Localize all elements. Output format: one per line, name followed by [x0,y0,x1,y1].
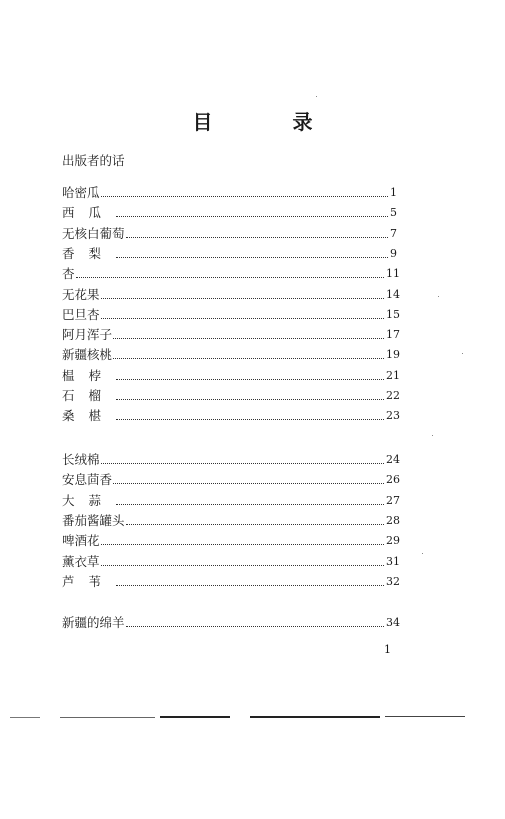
scan-edge-line [385,716,465,717]
toc-entry-title: 啤酒花 [62,533,100,549]
dot-leader [116,585,384,586]
dot-leader [126,524,384,525]
toc-entry-page: 11 [386,267,400,281]
dot-leader [116,504,384,505]
toc-entry-title: 长绒棉 [62,452,100,467]
toc-entry-page: 23 [386,409,400,423]
toc-entry-title: 阿月浑子 [62,327,113,343]
scan-edge-line [250,716,380,718]
toc-entry-page: 14 [386,287,400,301]
scan-edge-line [10,717,40,718]
toc-entry [62,529,400,549]
scan-speck [422,553,423,554]
toc-entry-title: 安息茴香 [62,472,113,488]
toc-entry-title: 哈密瓜 [62,185,100,200]
toc-entry-page: 31 [386,554,400,568]
toc-entry [62,262,400,282]
page-number: 1 [384,643,391,656]
toc-entry-page: 24 [386,453,400,466]
toc-entry-page: 22 [386,389,400,402]
toc-entry [62,468,400,488]
dot-leader [116,257,388,258]
scan-edge-line [160,716,230,718]
toc-entry-title: 新疆核桃 [62,347,113,363]
toc-entry-page: 1 [390,186,397,199]
toc-entry [62,283,400,303]
toc-entry-title: 芦苇 [62,573,116,589]
dot-leader [116,216,388,217]
scan-speck [462,353,463,354]
dot-leader [101,463,384,464]
toc-entry [62,181,400,201]
dot-leader [126,626,384,627]
scan-edge-line [60,717,155,718]
toc-entry-title: 桑椹 [62,408,116,424]
dot-leader [113,483,384,484]
page-title: 目 录 [192,110,343,134]
toc-entry-title: 无核白葡萄 [62,225,125,241]
toc-entry [62,550,400,570]
dot-leader [101,298,384,299]
toc-entry-page: 27 [386,493,400,507]
toc-entry-title: 西瓜 [62,205,116,221]
scan-speck [438,296,439,297]
toc-entry [62,448,400,468]
scan-speck [432,435,433,436]
dot-leader [101,544,384,545]
dot-leader [76,277,384,278]
scan-speck [316,96,317,97]
toc-entry-page: 5 [390,206,397,220]
toc-entry-page: 34 [386,616,400,629]
toc-entry-page: 17 [386,328,400,342]
toc-entry-title: 新疆的绵羊 [62,615,125,630]
toc-entry-page: 29 [386,534,400,548]
toc-entry-title: 榅桲 [62,367,116,383]
toc-entry-page: 19 [386,348,400,362]
dot-leader [101,318,384,319]
toc-entry-page: 7 [390,226,397,240]
toc-entry [62,509,400,529]
toc-entry [62,242,400,262]
toc-entry-title: 巴旦杏 [62,306,100,322]
dot-leader [101,565,384,566]
toc-entry [62,384,400,404]
toc-entry [62,570,400,590]
toc-entry [62,323,400,343]
toc-entry-page: 28 [386,513,400,527]
toc-entry-page: 9 [390,246,397,260]
toc-entry [62,343,400,363]
preface-entry: 出版者的话 [62,153,125,168]
toc-entry [62,489,400,509]
dot-leader [113,338,384,339]
toc-entry [62,303,400,323]
toc-entry-page: 26 [386,473,400,487]
dot-leader [126,237,388,238]
toc-entry-title: 杏 [62,266,75,282]
toc-entry-title: 香梨 [62,245,116,261]
dot-leader [116,419,384,420]
dot-leader [116,379,384,380]
dot-leader [116,399,384,400]
toc-entry [62,222,400,242]
toc-entry-page: 32 [386,574,400,588]
dot-leader [113,358,384,359]
toc-entry-page: 15 [386,307,400,321]
toc-entry [62,364,400,384]
toc-entry-title: 无花果 [62,286,100,302]
toc-entry [62,404,400,424]
toc-entry-title: 番茄酱罐头 [62,512,125,528]
dot-leader [101,196,388,197]
toc-entry-title: 大蒜 [62,492,116,508]
toc-entry-title: 石榴 [62,388,116,403]
toc-entry [62,201,400,221]
toc-entry-title: 薰衣草 [62,553,100,569]
toc-entry [62,611,400,631]
toc-entry-page: 21 [386,368,400,382]
